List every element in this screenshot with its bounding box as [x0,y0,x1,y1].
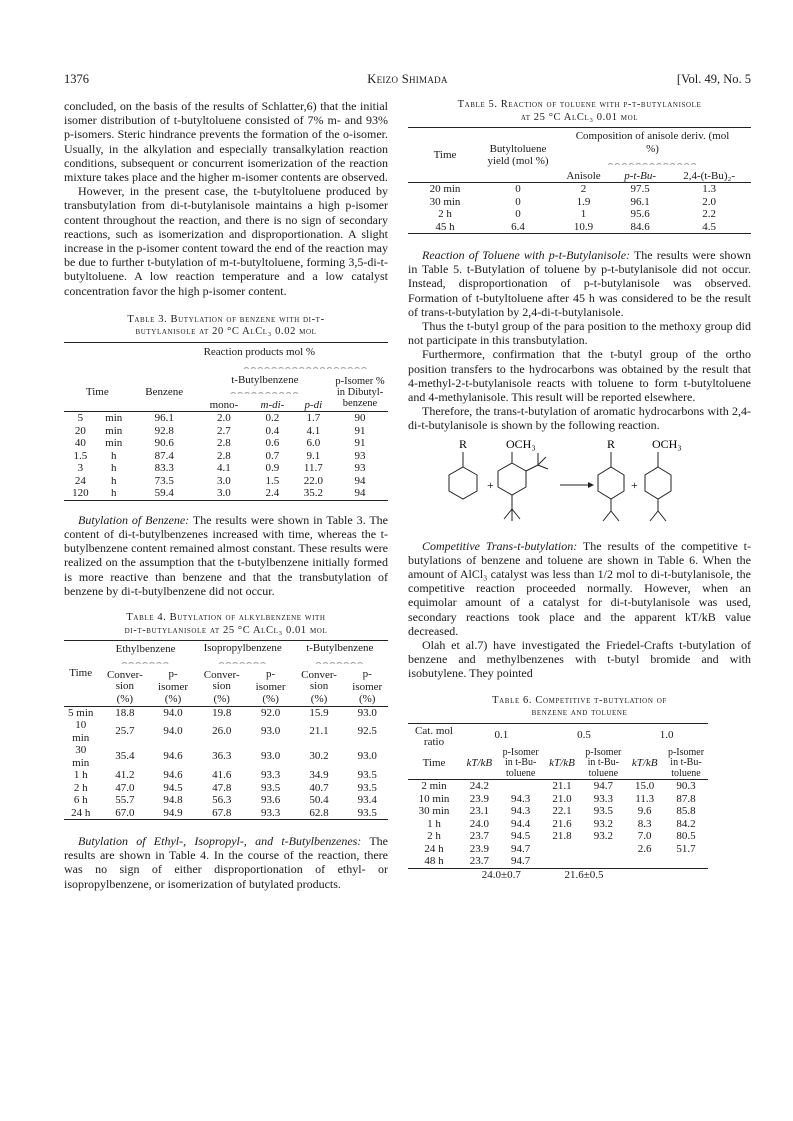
t4-cell: 2 h [73,781,88,794]
t3-cell: 9.1 [306,449,321,462]
label-och3: OCH₃ [506,436,536,451]
page-number: 1376 [64,72,89,86]
table4-caption: Table 4. Butylation of alkylbenzene with di-t-butylanisole at 25 °C AlCl₃ 0.01 mol [124,612,328,636]
t6-cell: 48 h [424,855,444,868]
t3-cell: 35.2 [303,487,323,500]
t3-cell: 5 [77,412,84,425]
t3-cell: 24 [74,474,86,487]
t6-cell: 30 min [418,805,450,818]
t6-cell: 21.6 [552,817,572,830]
t6-cell [543,843,582,856]
paragraph: Thus the t-butyl group of the para position to the methoxy group did not participate in this transbutylation. [408,319,751,348]
t4-cell: 26.0 [212,725,232,738]
t3-cell: 2.0 [217,412,231,425]
t4-cell: 93.5 [357,806,377,819]
t3-cell: 1.7 [306,412,321,425]
t4-cell: 92.5 [357,725,377,738]
t6-cell: 94.4 [511,817,531,830]
table-row [64,794,388,807]
t3-cell: h [110,462,117,475]
t3-cell: 11.7 [303,462,323,475]
table-row [64,425,388,438]
table4: Time Ethylbenzene Isopropylbenzene t-Butylbenzene ⌢⌢⌢⌢⌢⌢⌢ ⌢⌢⌢⌢⌢⌢⌢ ⌢⌢⌢⌢⌢⌢⌢ Conver-sion p-isomer Conver-sion p-isomer Conver-sion p-isomer (%) (%) (%) (%) (%) (%) 5 min 18.8 94.0 19.8 92.0 15.9 93.0 10 min 25.7 94.0 26.0 93.0 21.1 92.5 30 min 35.4 94.6 36.3 93.0 30.2 93.0 1 h 41.2 94.6 41.6 93.3 34.9 93.5 2 h 47.0 94.5 47.8 93.5 40.7 93.5 6 h 55.7 94.8 56.3 93.6 50.4 93.4 24 h 67.0 94.9 67.8 93.3 62.8 93.5 [64,640,388,820]
t5-cell: 20 min [429,183,461,195]
t6-cell: 7.0 [637,830,652,843]
table3: Reaction products mol % ⌢⌢⌢⌢⌢⌢⌢⌢⌢⌢⌢⌢⌢⌢⌢⌢⌢⌢ Time Benzene t-Butylbenzene p-Isomer % in Dibutyl-benzene ⌢⌢⌢⌢⌢⌢⌢⌢⌢⌢ mono- m-di- p-di 5 min 96.1 2.0 0.2 1.7 90 20 min 92.8 2.7 0.4 4.1 91 40 min 90.6 2.8 0.6 6.0 91 1.5 h 87.4 2.8 0.7 9.1 93 3 h 83.3 4.1 0.9 11.7 93 24 h 73.5 3.0 1.5 22.0 94 120 h 59.4 3.0 2.4 35.2 94 [64,342,388,501]
t4-cell: 41.6 [212,769,232,782]
t3-cell: 40 [74,437,86,450]
t6-cell: 15.0 [635,780,655,793]
paragraph: Reaction of Toluene with p-t-Butylanisole: The results were shown in Table 5. t-Butylation of toluene by p-t-butylanisole did not occur. Instead, disproportionation of p-t-butylanisole was observed. Formation of t-butyltoluene after 45 h was considered to be the result of trans-t-butylation by 2,4-di-t-butylanisole. [408,248,752,319]
t6-cell: 94.3 [511,805,531,818]
t3-cell: min [105,412,123,425]
t4-cell: 18.8 [115,706,135,719]
t5-cell: 84.6 [630,220,650,233]
t3-cell: h [110,474,117,487]
right-column [408,99,751,881]
t3-cell: 2.8 [217,437,231,450]
t6-cell: 23.7 [469,855,489,868]
table5-caption: Table 5. Reaction of toluene with p-t-butylanisole at 25 °C AlCl₃ 0.01 mol [457,99,702,123]
t4-cell: 62.8 [309,806,329,819]
t3-cell: 59.4 [154,487,174,500]
t4-cell: 93.5 [261,781,281,794]
paragraph: Therefore, the trans-t-butylation of aromatic hydrocarbons with 2,4-di-t-butylanisole is shown by the following reaction. [408,404,751,433]
t6-cell: 94.7 [593,780,613,793]
t6-cell: 23.7 [469,830,489,843]
table-row [408,805,708,818]
reaction-scheme-svg [408,437,751,533]
paragraph: However, in the present case, the t-butyltoluene produced by transbutylation from di-t-butylanisole maintains a high p-isomer content throughout the reaction, and there is no sign of secondary reactions, such as isomerization and disproportionation. A slight increase in the p-isomer content toward the end of the reaction may be due to further t-butylation of m-t-butyltoluene, forming 3,5-di-t-butyltoluene. A low reaction temperature and a low catalyst concentration favor the high p-isomer content. [64,184,388,298]
plus-sign: + [631,477,638,492]
t4-cell: 30 min [72,744,90,769]
paragraph: Competitive Trans-t-butylation: The results of the competitive t-butylations of benzene and toluene are shown in Table 6. When the amount of AlCl₃ catalyst was less than 1/2 mol to di-t-butylanisole, the competitive reaction proceeded normally. However, when an equimolar amount of a catalyst for di-t-butylanisole was used, secondary reactions took place and the apparent kT/kB value decreased. [408,538,751,638]
t4-cell: 41.2 [115,769,135,782]
t6-cell: 10 min [418,792,450,805]
t6-cell: 23.1 [469,805,489,818]
t5-cell: 1.9 [576,195,591,208]
t6-cell: 85.8 [676,805,696,818]
t6-cell: 21.1 [552,780,572,793]
t3-cell: 0.2 [265,412,280,425]
table-row [64,412,388,425]
t4-cell: 93.5 [357,781,377,794]
t3-cell: 2.4 [265,487,280,500]
t3-cell: 6.0 [306,437,321,450]
t3-cell: min [105,437,123,450]
t6-cell: 84.2 [676,817,696,830]
t4-cell: 25.7 [115,725,135,738]
table-row [64,769,388,782]
t5-cell: 10.9 [573,220,594,233]
t5-cell: 2 h [438,208,452,220]
t3-cell: 90 [354,412,366,425]
table-row [64,450,388,463]
label-r: R [607,436,616,451]
t4-cell: 5 min [68,706,94,719]
table6-caption: Table 6. Competitive t-butylation of benzene and toluene [492,694,667,719]
table-row [64,487,388,500]
t3-cell: 1.5 [265,474,280,487]
t4-cell: 40.7 [309,781,329,794]
table-row [64,706,388,719]
label-och3: OCH₃ [652,436,682,451]
t3-cell: 0.7 [265,449,280,462]
t6-cell: 93.5 [593,805,613,818]
table-row [64,719,388,744]
t3-cell: 94 [354,474,366,487]
table-row [64,462,388,475]
table-row [408,818,708,831]
t4-cell: 21.1 [309,725,329,738]
t4-cell: 94.6 [163,769,183,782]
t5-cell: 2 [580,183,587,195]
t3-cell: h [110,449,117,462]
t3-cell: 83.3 [154,462,174,475]
t3-cell: 93 [354,462,366,475]
t6-cell: 24 h [424,842,444,855]
t6-cell: 22.1 [552,805,572,818]
paragraph: Olah et al.7) have investigated the Friedel-Crafts t-butylation of benzene and methylbenzenes with t-butyl bromide and with isobutylene. They pointed [408,638,751,681]
t3-cell: 2.8 [217,449,231,462]
t3-cell: 3.0 [217,474,231,487]
table6: Cat. mol ratio 0.1 0.5 1.0 Time kT/kB p-Isomer in t-Bu-toluene kT/kB p-Isomer in t-Bu-toluene kT/kB p-Isomer in t-Bu-toluene 2 min 24.2 21.1 94.7 15.0 90.3 10 min 23.9 94.3 21.0 93.3 11.3 87.8 30 min 23.1 94.3 22.1 93.5 9.6 85.8 1 h 24.0 94.4 21.6 93.2 8.3 84.2 2 h 23.7 94.5 21.8 93.2 7.0 80.5 24 h 23.9 94.7 2.6 51.7 48 h 23.7 94.7 24.0±0.7 21.6±0.5 [408,723,708,882]
table-row [408,221,751,234]
t4-cell: 67.0 [115,806,135,819]
t6-cell: 94.7 [511,842,531,855]
t3-cell: 22.0 [303,474,323,487]
t6-cell: 24.2 [469,780,489,793]
t4-cell: 19.8 [212,706,232,719]
t6-cell: 90.3 [676,780,696,793]
t6-cell: 51.7 [676,842,696,855]
label-r: R [459,436,468,451]
t3-cell: 94 [354,487,366,500]
table-row [408,855,708,868]
t4-cell: 94.9 [163,806,183,819]
t3-cell: 3.0 [217,487,231,500]
t4-cell: 36.3 [212,750,232,763]
t4-cell: 35.4 [115,750,135,763]
t6-cell [625,855,664,868]
t4-cell: 1 h [73,769,88,782]
t5-cell: 1 [580,208,587,220]
t6-average: 24.0±0.7 [481,868,521,881]
t4-cell: 47.8 [212,781,232,794]
t5-cell: 1.3 [702,183,716,195]
table-row [64,475,388,488]
t6-cell: 9.6 [637,805,652,818]
t6-cell [581,843,625,856]
table-row [64,437,388,450]
t6-cell: 87.8 [676,792,696,805]
t6-cell: 21.0 [552,792,572,805]
paragraph: Butylation of Benzene: The results were shown in Table 3. The content of di-t-butylbenzenes increased with time, whereas the t-butylbenzene content remained almost constant. These results were realized on the assumption that the t-butylbenzene initially formed is more reactive than benzene and that the transbutylation of benzene by di-t-butylbenzene did not occur. [64,512,388,598]
table5: Time Butyltoluene yield (mol %) Composition of anisole deriv. (mol %) ⌢⌢⌢⌢⌢⌢⌢⌢⌢⌢⌢⌢⌢ Anisole p-t-Bu- 2,4-(t-Bu)₂- 20 min 0 2 97.5 1.3 30 min 0 1.9 96.1 2.0 2 h 0 1 95.6 2.2 45 h 6.4 10.9 84.6 4.5 [408,127,751,234]
t4-cell: 56.3 [212,794,232,807]
t4-cell: 93.3 [261,806,281,819]
t5-cell: 4.5 [702,220,716,233]
t3-cell: 0.9 [265,462,280,475]
table-row [64,744,388,769]
t6-cell: 24.0 [469,817,489,830]
t5-cell: 96.1 [630,195,650,208]
t6-cell: 80.5 [676,830,696,843]
t4-cell: 10 min [72,719,90,744]
t4-cell: 94.8 [163,794,183,807]
left-column [64,99,388,891]
t3-cell: 87.4 [154,449,174,462]
t3-cell: 91 [354,424,366,437]
t4-cell: 30.2 [309,750,329,763]
t5-cell: 6.4 [511,220,525,233]
table-row [408,830,708,843]
t4-cell: 93.3 [261,769,281,782]
t5-cell: 30 min [429,195,461,208]
t5-cell: 2.0 [702,195,716,208]
t6-cell [499,780,543,793]
t5-cell: 0 [515,208,521,220]
t3-cell: 120 [72,487,89,500]
t6-cell: 23.9 [469,842,489,855]
running-header [64,72,751,88]
t5-cell: 45 h [435,220,455,233]
t6-cell: 94.5 [511,830,531,843]
t5-cell: 97.5 [630,183,650,195]
t3-cell: 93 [354,449,366,462]
reaction-scheme [408,437,751,533]
table-row [408,183,751,196]
t4-cell: 93.0 [357,750,377,763]
t4-cell: 34.9 [309,769,329,782]
t4-cell: 15.9 [309,706,329,719]
t6-cell: 8.3 [637,817,652,830]
t4-cell: 93.6 [261,794,281,807]
t4-cell: 24 h [71,806,91,819]
t6-cell [543,855,582,868]
t3-cell: 2.7 [217,424,231,437]
t6-cell: 2 min [421,780,447,793]
paragraph: Furthermore, confirmation that the t-butyl group of the ortho position transfers to the hydrocarbons was obtained by the result that 4-methyl-2-t-butylanisole reacts with toluene to form t-butyltoluene and 4-methylanisole. This result will be reported elsewhere. [408,347,751,405]
t5-cell: 0 [515,195,521,208]
t4-cell: 47.0 [115,781,135,794]
paragraph: Butylation of Ethyl-, Isopropyl-, and t-Butylbenzenes: The results are shown in Table 4. In the course of the reaction, there was no sign of either disproportionation of ethyl- or isopropylbenzene, or isomerization of butylated products. [64,834,388,891]
t4-cell: 94.5 [163,781,183,794]
t4-cell: 93.4 [357,794,377,807]
t4-cell: 94.0 [163,725,183,738]
t6-cell: 93.2 [593,830,613,843]
author-name: Keizo Shimada [367,72,448,86]
t6-average: 21.6±0.5 [564,868,604,881]
paragraph: concluded, on the basis of the results of Schlatter,6) that the initial isomer distribution of t-butyltoluene consisted of 7% m- and 93% p-isomers. Steric hindrance prevents the formation of the o-isomer. Usually, in the alkylation and especially transalkylation reaction conditions, subsequent or concurrent isomerization of the reaction mixture takes place and the higher m-isomer contents are observed. [64,99,388,185]
t4-cell: 6 h [73,794,88,807]
t4-cell: 93.0 [261,725,281,738]
t3-cell: 0.4 [265,424,280,437]
t6-cell: 94.7 [511,855,531,868]
t3-cell: h [110,487,117,500]
t5-cell: 0 [515,183,521,195]
t6-cell: 93.3 [593,792,613,805]
t6-cell: 11.3 [635,792,655,805]
table-row [408,196,751,209]
t3-cell: 1.5 [73,449,88,462]
t6-cell: 94.3 [511,792,531,805]
t3-cell: 91 [354,437,366,450]
t3-cell: 96.1 [154,412,174,425]
t5-cell: 95.6 [630,208,650,220]
t3-cell: 4.1 [217,462,231,475]
t6-cell: 1 h [427,817,441,830]
t6-cell: 2 h [427,830,441,843]
t4-cell: 94.0 [163,706,183,719]
t6-cell: 23.9 [469,792,489,805]
t3-cell: 92.8 [154,424,174,437]
t4-cell: 92.0 [261,706,281,719]
t6-cell: 2.6 [637,842,652,855]
t6-cell [581,855,625,868]
t6-cell: 93.2 [593,817,613,830]
t4-cell: 50.4 [309,794,329,807]
t3-cell: 4.1 [306,424,321,437]
table-row [408,843,708,856]
table-row [408,208,751,221]
table-row [408,793,708,806]
t6-cell: 21.8 [552,830,572,843]
t3-cell: 20 [74,424,86,437]
t4-cell: 93.0 [357,706,377,719]
t4-cell: 55.7 [115,794,135,807]
t3-cell: 90.6 [154,437,174,450]
t4-cell: 94.6 [163,750,183,763]
volume-info: [Vol. 49, No. 5 [676,72,751,86]
table-row [64,782,388,795]
table-row [408,780,708,793]
t4-cell: 67.8 [212,806,232,819]
plus-sign: + [487,477,494,492]
t3-cell: 73.5 [154,474,174,487]
table3-caption: Table 3. Butylation of benzene with di-t- butylanisole at 20 °C AlCl₃ 0.02 mol [127,313,325,338]
t3-cell: 3 [77,462,84,475]
t4-cell: 93.5 [357,769,377,782]
t5-cell: 2.2 [702,208,716,220]
t4-cell: 93.0 [261,750,281,763]
t3-cell: 0.6 [265,437,280,450]
t6-cell [664,855,708,868]
table-row [64,807,388,820]
t3-cell: min [105,424,123,437]
